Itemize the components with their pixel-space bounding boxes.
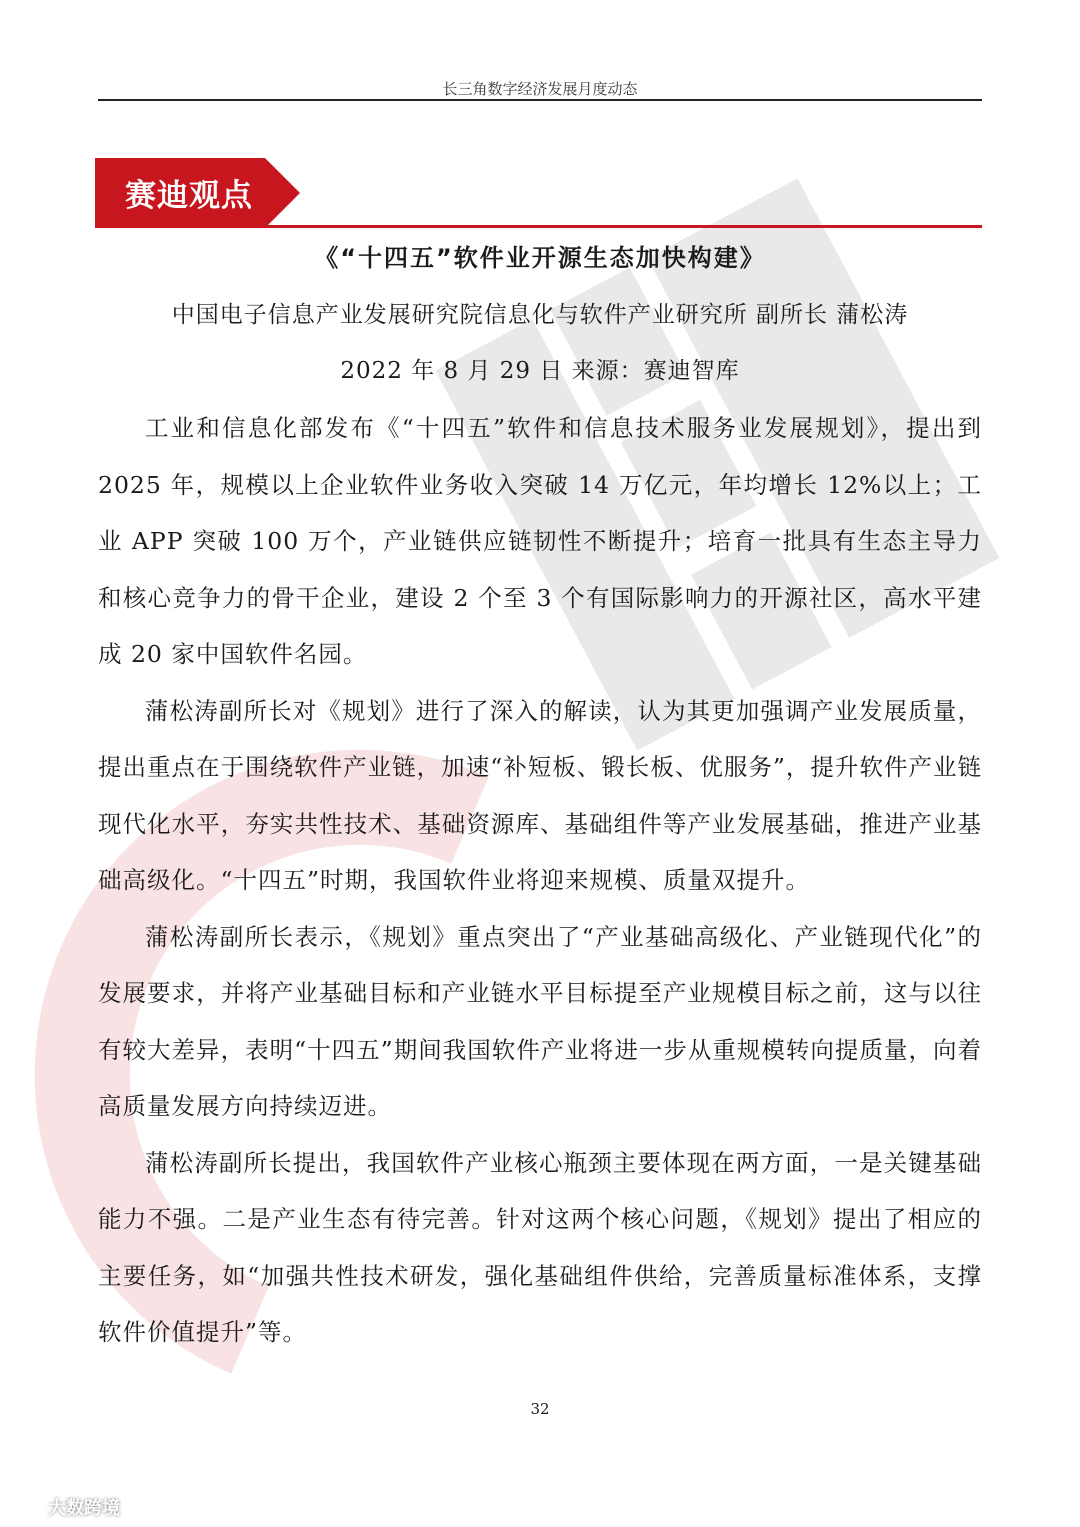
header-rule (98, 99, 982, 101)
body-paragraph: 工业和信息化部发布《“十四五”软件和信息技术服务业发展规划》，提出到 2025 年，规模以上企业软件业务收入突破 14 万亿元，年均增长 12%以上；工业 APP 突破 100 万个，产业链供应链韧性不断提升；培育一批具有生态主导力和核心竞争力的骨干企业，建设 2 个至 3 个有国际影响力的开源社区，高水平建成 20 家中国软件名园。 (98, 414, 983, 668)
article-title: 《“十四五”软件业开源生态加快构建》 (314, 244, 766, 272)
body-paragraph: 蒲松涛副所长提出，我国软件产业核心瓶颈主要体现在两方面，一是关键基础能力不强。二是产业生态有待完善。针对这两个核心问题，《规划》提出了相应的主要任务，如“加强共性技术研发，强化基础组件供给，完善质量标准体系，支撑软件价值提升”等。 (98, 1148, 982, 1346)
footer-brand (8, 1494, 120, 1520)
article-byline: 中国电子信息产业发展研究院信息化与软件产业研究所 副所长 蒲松涛 (171, 302, 909, 328)
running-header: 长三角数字经济发展月度动态 (442, 80, 638, 98)
page-number: 32 (530, 1400, 550, 1418)
body-paragraph: 蒲松涛副所长表示，《规划》重点突出了“产业基础高级化、产业链现代化”的发展要求，并将产业基础目标和产业链水平目标提至产业规模目标之前，这与以往有较大差异，表明“十四五”期间我国软件产业将进一步从重规模转向提质量，向着高质量发展方向持续迈进。 (98, 922, 982, 1120)
article-body (98, 400, 982, 1361)
brand-name: 大数跨境 (48, 1498, 120, 1519)
article-dateline: 2022 年 8 月 29 日 来源：赛迪智库 (340, 358, 740, 384)
section-banner (95, 158, 300, 228)
section-label: 赛迪观点 (125, 178, 253, 214)
body-paragraph: 蒲松涛副所长对《规划》进行了深入的解读，认为其更加强调产业发展质量，提出重点在于围绕软件产业链，加速“补短板、锻长板、优服务”，提升软件产业链现代化水平，夯实共性技术、基础资源库、基础组件等产业发展基础，推进产业基础高级化。“十四五”时期，我国软件业将迎来规模、质量双提升。 (98, 696, 982, 894)
section-rule (95, 225, 982, 228)
brand-logo-icon (8, 1496, 42, 1518)
